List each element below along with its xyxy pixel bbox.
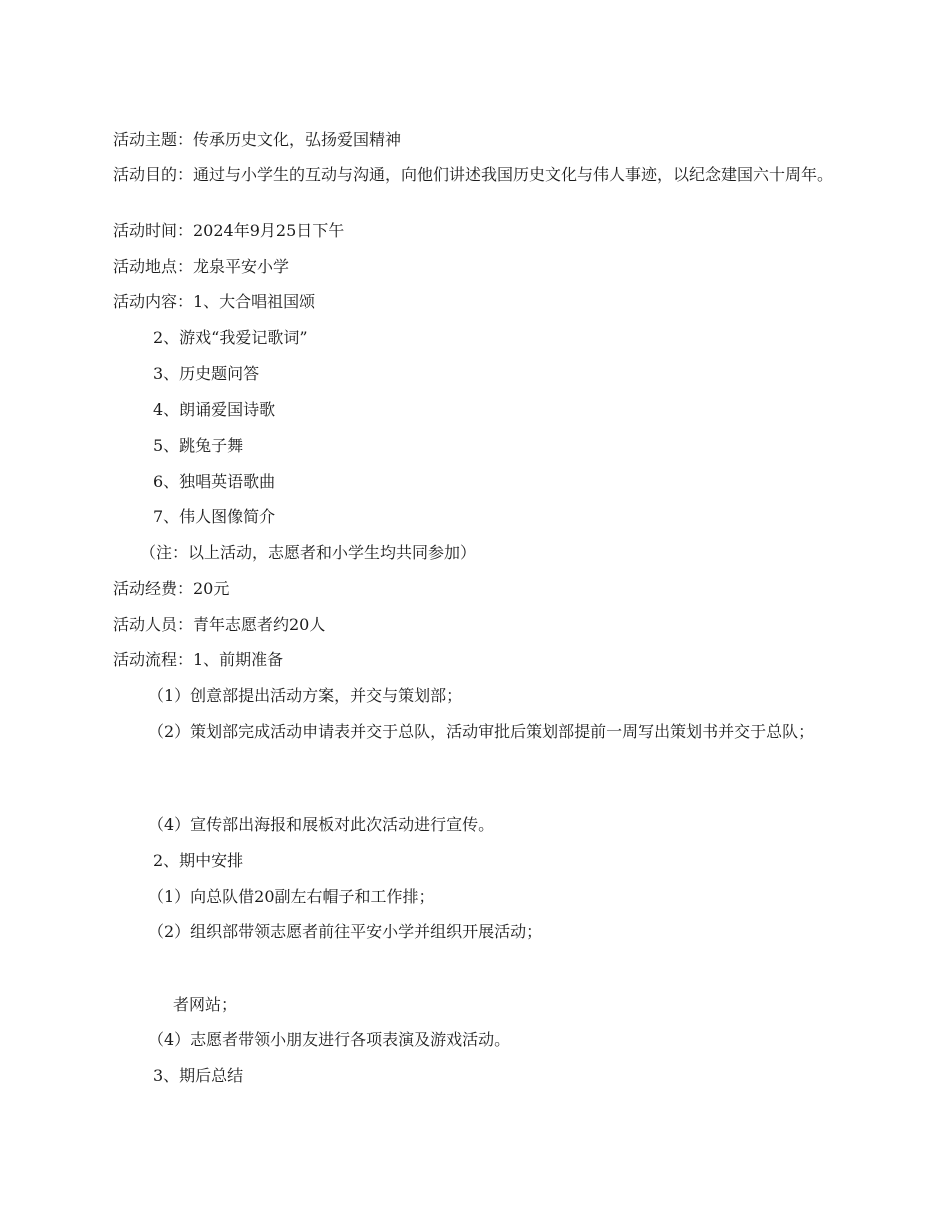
prep-step-4: （4）宣传部出海报和展板对此次活动进行宣传。: [148, 815, 495, 834]
content-item: 3、历史题问答: [153, 364, 260, 383]
mid-step-3-tail: 者网站；: [173, 995, 238, 1014]
activity-time: 活动时间：2024年9月25日下午: [113, 221, 345, 240]
prep-step-1: （1）创意部提出活动方案，并交与策划部；: [148, 686, 463, 705]
mid-title: 2、期中安排: [153, 851, 244, 870]
activity-flow-title: 活动流程：1、前期准备: [113, 650, 284, 669]
content-item: 4、朗诵爱国诗歌: [153, 400, 276, 419]
activity-place: 活动地点：龙泉平安小学: [113, 257, 290, 276]
activity-purpose: 活动目的：通过与小学生的互动与沟通，向他们讲述我国历史文化与伟人事迹，以纪念建国六十周年。: [113, 165, 834, 184]
content-item: 6、独唱英语歌曲: [153, 472, 276, 491]
activity-people: 活动人员：青年志愿者约20人: [113, 615, 326, 634]
content-item: 2、游戏“我爱记歌词”: [153, 328, 308, 347]
content-item: 5、跳兔子舞: [153, 436, 244, 455]
activity-content-title: 活动内容：1、大合唱祖国颂: [113, 292, 316, 311]
post-title: 3、期后总结: [153, 1066, 244, 1085]
content-item: 7、伟人图像简介: [153, 507, 276, 526]
activity-budget: 活动经费：20元: [113, 579, 230, 598]
mid-step-2: （2）组织部带领志愿者前往平安小学并组织开展活动；: [148, 922, 543, 941]
prep-step-2: （2）策划部完成活动申请表并交于总队，活动审批后策划部提前一周写出策划书并交于总队；: [148, 722, 815, 741]
mid-step-1: （1）向总队借20副左右帽子和工作排；: [148, 887, 435, 906]
activity-theme: 活动主题：传承历史文化，弘扬爱国精神: [113, 130, 402, 149]
mid-step-4: （4）志愿者带领小朋友进行各项表演及游戏活动。: [148, 1030, 511, 1049]
activity-note: （注：以上活动，志愿者和小学生均共同参加）: [140, 543, 477, 562]
